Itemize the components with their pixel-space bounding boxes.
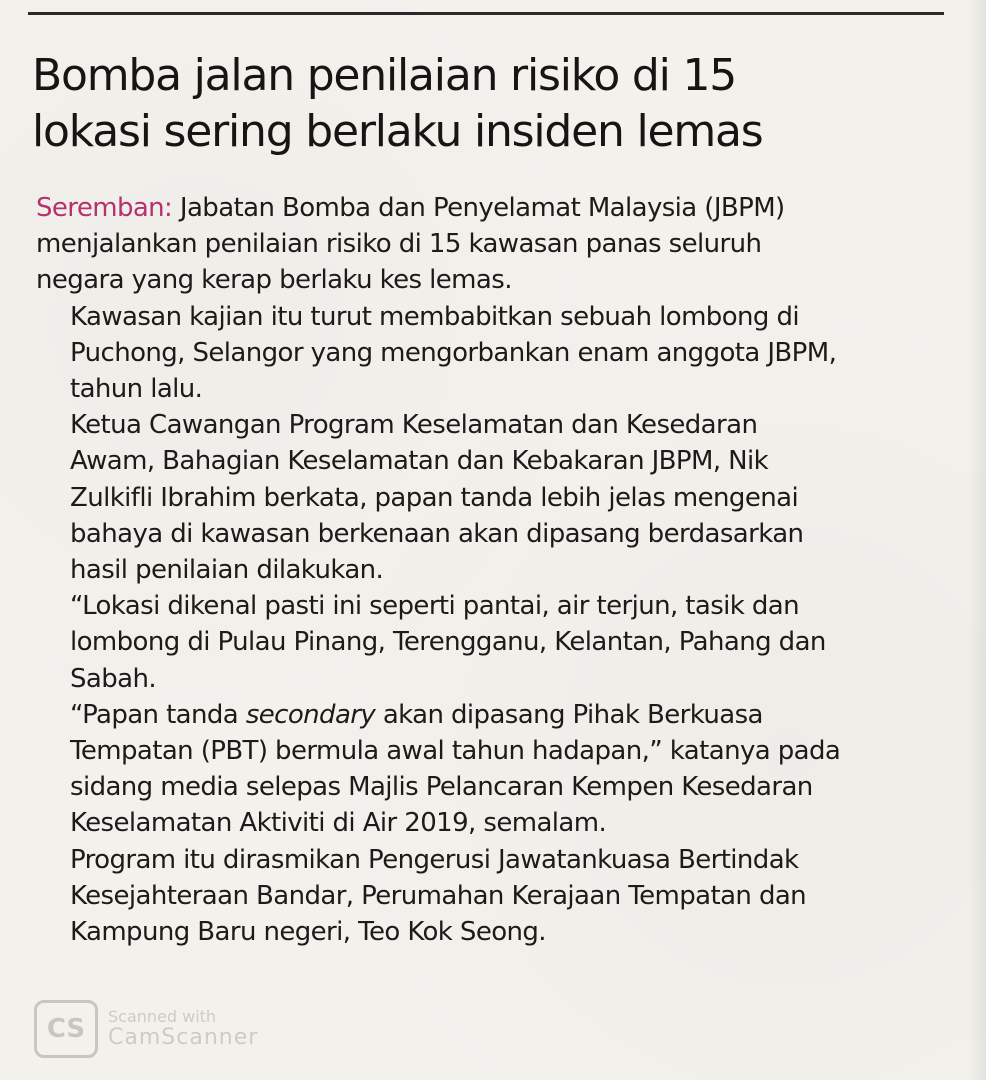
paragraph-line: Zulkifli Ibrahim berkata, papan tanda lebih jelas mengenai: [70, 482, 799, 513]
headline-line-1: Bomba jalan penilaian risiko di 15: [32, 50, 737, 101]
paragraph-line: Awam, Bahagian Keselamatan dan Kebakaran JBPM, Nik: [70, 446, 769, 477]
paragraph-line: lombong di Pulau Pinang, Terengganu, Kelantan, Pahang dan: [70, 627, 826, 658]
paragraph-line: [36, 190, 936, 226]
watermark-line-2: CamScanner: [108, 1025, 259, 1050]
paragraph-4: [36, 588, 936, 697]
paragraph-line: Puchong, Selangor yang mengorbankan enam anggota JBPM,: [70, 337, 837, 368]
watermark-text: [108, 1008, 258, 1050]
paragraph-line: Kesejahteraan Bandar, Perumahan Kerajaan Tempatan dan: [70, 880, 807, 911]
paragraph-line: Tempatan (PBT) bermula awal tahun hadapan,” katanya pada: [70, 736, 841, 767]
paragraph-text: Jabatan Bomba dan Penyelamat Malaysia (JBPM): [172, 193, 785, 223]
paragraph-line: tahun lalu.: [70, 374, 203, 405]
paragraph-line: Kawasan kajian itu turut membabitkan sebuah lombong di: [70, 301, 799, 332]
headline-line-2: lokasi sering berlaku insiden lemas: [32, 106, 763, 157]
camscanner-watermark: [34, 1000, 258, 1058]
paragraph-line: Ketua Cawangan Program Keselamatan dan Kesedaran: [70, 410, 758, 441]
italic-term: secondary: [245, 699, 376, 730]
paragraph-line: Keselamatan Aktiviti di Air 2019, semalam.: [70, 808, 607, 839]
paragraph-text: akan dipasang Pihak Berkuasa: [375, 699, 763, 730]
camscanner-logo-icon: CS: [34, 1000, 98, 1058]
dateline: Seremban:: [36, 193, 173, 223]
paragraph-line: sidang media selepas Majlis Pelancaran Kempen Kesedaran: [70, 772, 813, 803]
paragraph-6: [36, 842, 936, 951]
paragraph-line: “Lokasi dikenal pasti ini seperti pantai, air terjun, tasik dan: [70, 591, 800, 622]
page-edge-shadow: [968, 0, 986, 1080]
paragraph-line: Kampung Baru negeri, Teo Kok Seong.: [70, 917, 546, 948]
paragraph-1: [36, 190, 936, 299]
paragraph-2: [36, 299, 936, 408]
paragraph-5: [36, 697, 936, 842]
top-rule-divider: [28, 12, 944, 15]
paragraph-line: Sabah.: [70, 663, 157, 694]
headline: [32, 48, 932, 160]
paragraph-line: menjalankan penilaian risiko di 15 kawasan panas seluruh: [36, 229, 762, 260]
watermark-line-1: Scanned with: [108, 1007, 217, 1026]
paragraph-line: hasil penilaian dilakukan.: [70, 555, 384, 586]
paragraph-text: “Papan tanda: [70, 699, 246, 730]
paragraph-3: [36, 407, 936, 588]
article-body: [36, 190, 936, 950]
paragraph-line: negara yang kerap berlaku kes lemas.: [36, 265, 512, 296]
paragraph-line: bahaya di kawasan berkenaan akan dipasang berdasarkan: [70, 518, 804, 549]
paragraph-line: [36, 697, 936, 733]
paragraph-line: Program itu dirasmikan Pengerusi Jawatankuasa Bertindak: [70, 844, 799, 875]
